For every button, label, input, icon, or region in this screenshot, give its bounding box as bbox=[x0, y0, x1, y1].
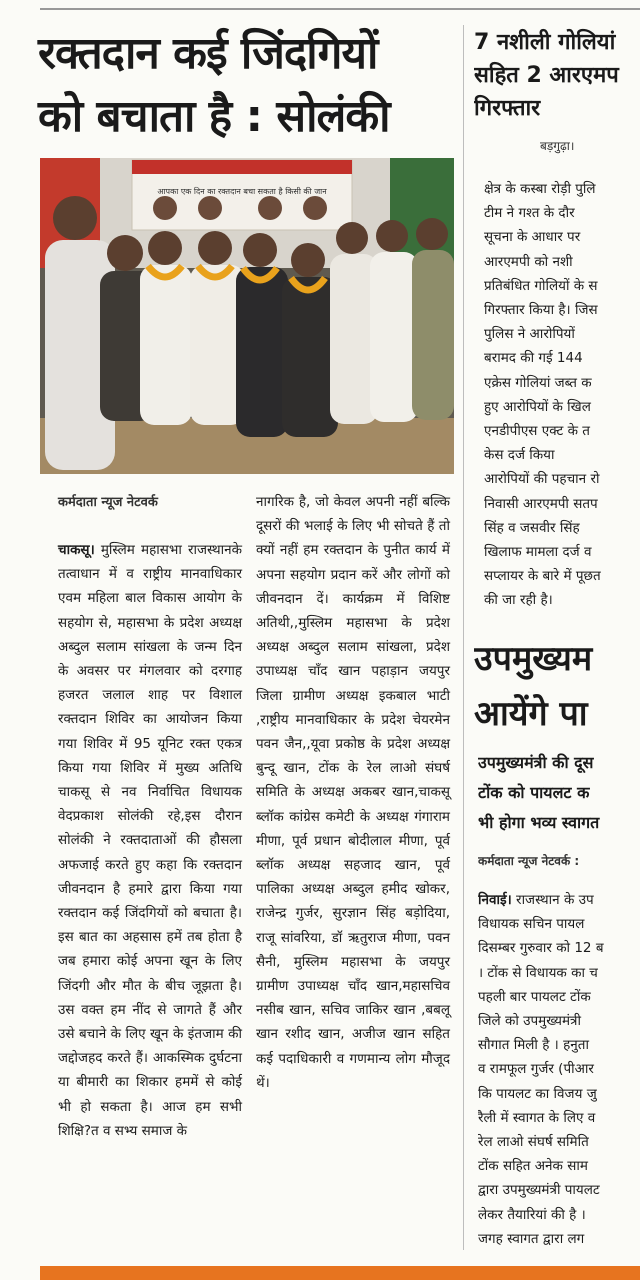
side-subheadline-2-line-1: उपमुख्यमंत्री की दूस bbox=[478, 753, 594, 772]
side-body-2-line: द्वारा उपमुख्यमंत्री पायलट bbox=[478, 1182, 600, 1199]
side-body-2 bbox=[478, 888, 640, 1251]
column-divider bbox=[463, 25, 464, 1250]
lead-headline-line-2: को बचाता है : सोलंकी bbox=[38, 91, 390, 142]
side-body-1-line: निवासी आरएमपी सतप bbox=[484, 495, 598, 512]
lead-body-column-2: नागरिक है, जो केवल अपनी नहीं बल्कि दूसरों की भलाई के लिए भी सोचते हैं तो क्यों नहीं हम रक्तदान के पुनीत कार्य में अपना सहयोग प्रदान करें और लोगों को जीवनदान दें। कार्यक्रम में विशिष्ट अतिथी,,मुस्लिम महासभा के प्रदेश अध्यक्ष अब्दुल सलाम सांखला, प्रदेश उपाध्यक्ष चाँद खान पहाड़ान जयपुर जिला ग्रामीण अध्यक्ष इकबाल भाटी ,राष्ट्रीय मानवाधिकार के प्रदेश चेयरमेन पवन जैन,,यूवा प्रकोष्ठ के प्रदेश अध्यक्ष बुन्दू खान, टोंक के रेल लाओ संघर्ष समिति के अध्यक्ष अकबर खान,चाकसू ब्लॉक कांग्रेस कमेटी के अध्यक्ष गंगाराम मीणा, पूर्व प्रधान बोदीलाल मीणा, पूर्व ब्लॉक अध्यक्ष सहजाद खान, पूर्व पालिका अध्यक्ष अब्दुल हमीद खोकर, राजेन्द्र गुर्जर, सुरज्ञान सिंह बड़ोदिया, राजू सांवरिया, डॉ ऋतुराज मीणा, पवन सैनी, मुस्लिम महासभा के जयपुर ग्रामीण उपाध्यक्ष चाँद खान,महासचिव नसीब खान, सचिव जाकिर खान ,बबलू खान रशीद खान, अजीज खान सहित कई पदाधिकारी व गणमान्य लोग मौजूद थें। bbox=[256, 494, 450, 1091]
top-rule bbox=[40, 0, 640, 10]
side-body-2-line: दिसम्बर गुरुवार को 12 ब bbox=[478, 940, 604, 957]
side-body-1-line: एनडीपीएस एक्ट के त bbox=[484, 423, 590, 440]
side-body-2-line: जगह स्वागत द्वारा लग bbox=[478, 1230, 585, 1247]
group-photo-illustration bbox=[40, 158, 454, 474]
side-body-1-line: बरामद की गई 144 bbox=[484, 350, 583, 367]
footer-accent-bar bbox=[40, 1266, 640, 1280]
side-body-1-line: गिरफ्तार किया है। जिस bbox=[484, 302, 598, 319]
side-body-1-line: खिलाफ मामला दर्ज व bbox=[484, 544, 592, 561]
side-body-1-line: पुलिस ने आरोपियों bbox=[484, 326, 575, 343]
side-body-1-line: प्रतिबंधित गोलियों के स bbox=[484, 277, 598, 294]
side-body-2-line: रेल लाओ संघर्ष समिति bbox=[478, 1134, 589, 1151]
lead-headline bbox=[38, 22, 458, 148]
side-headline-2-line-2: आयेंगे पा bbox=[474, 694, 588, 734]
lead-headline-line-1: रक्तदान कई जिंदगियों bbox=[38, 28, 378, 79]
side-body-2-line: जिले को उपमुख्यमंत्री bbox=[478, 1013, 582, 1030]
side-body-1-line: सप्लायर के बारे में पूछत bbox=[484, 568, 601, 585]
side-headline-1-line-2: सहित 2 आरएमप bbox=[474, 63, 619, 88]
side-body-1 bbox=[484, 177, 640, 613]
side-headline-1-line-1: 7 नशीली गोलियां bbox=[474, 30, 616, 55]
side-headline-1-line-3: गिरफ्तार bbox=[474, 96, 541, 121]
lead-body-column-1 bbox=[58, 538, 242, 1143]
side-body-2-line: । टोंक से विधायक का च bbox=[478, 964, 598, 981]
side-dateline-1: बड़गुढ़ा। bbox=[540, 139, 575, 153]
side-body-1-line: आरोपियों की पहचान रो bbox=[484, 471, 600, 488]
side-body-1-line: सूचना के आधार पर bbox=[484, 229, 581, 246]
side-body-2-line: रैली में स्वागत के लिए व bbox=[478, 1109, 596, 1126]
banner-text: आपका एक दिन का रक्तदान बचा सकता है किसी की जान bbox=[157, 187, 327, 196]
side-body-1-line: की जा रही है। bbox=[484, 592, 553, 609]
side-headline-2-line-1: उपमुख्यम bbox=[474, 639, 593, 679]
side-subheadline-2 bbox=[478, 748, 640, 838]
side-body-2-line: विधायक सचिन पायल bbox=[478, 916, 585, 933]
side-body-2-line: सौगात मिली है । हनुता bbox=[478, 1037, 589, 1054]
dateline: निवाई। bbox=[478, 892, 512, 908]
side-body-2-line: कि पायलट का विजय जु bbox=[478, 1085, 597, 1102]
side-body-1-line: हुए आरोपियों के खिल bbox=[484, 398, 591, 415]
side-body-1-line: टीम ने गश्त के दौर bbox=[484, 205, 575, 222]
side-body-2-line: पहली बार पायलट टोंक bbox=[478, 988, 591, 1005]
news-photo bbox=[40, 158, 454, 474]
side-body-1-line: आरएमपी को नशी bbox=[484, 253, 573, 270]
side-body-2-line: निवाई। राजस्थान के उप bbox=[478, 892, 594, 908]
side-headline-2 bbox=[474, 632, 640, 742]
dateline: चाकसू। bbox=[58, 542, 95, 558]
side-subheadline-2-line-2: टोंक को पायलट क bbox=[478, 783, 590, 802]
side-body-2-line: टोंक सहित अनेक साम bbox=[478, 1158, 588, 1175]
side-body-2-line: लेकर तैयारियां की है । bbox=[478, 1206, 586, 1223]
side-subheadline-2-line-3: भी होगा भव्य स्वागत bbox=[478, 813, 600, 832]
lead-body-text-1: मुस्लिम महासभा राजस्थानके तत्वाधान में व राष्ट्रीय मानवाधिकार एवम महिला बाल विकास आयोग के सहयोग से, महासभा के प्रदेश अध्यक्ष अब्दुल सलाम सांखला के जन्म दिन के अवसर पर मंगलवार को दरगाह हजरत जलाल शाह पर विशाल रक्तदान शिविर का आयोजन किया गया शिविर में 95 यूनिट रक्त एकत्र किया गया शिविर में मुख्य अतिथि चाकसू से नव निर्वाचित विधायक वेदप्रकाश सोलंकी रहे,इस दौरान सोलंकी ने रक्तदाताओं की हौसला अफजाई करते हुए कहा कि रक्तदान जीवनदान है हमारे द्वारा किया गया रक्तदान कई जिंदगियों को बचाता है। इस बात का अहसास हमें तब होता है जब हमारा कोई अपना खून के लिए जिंदगी और मौत के बीच जूझता है। उस वक्त हम नींद से जागते हैं और उसे बचाने के लिए खून के इंतजाम की जद्दोजहद करते हैं। आकस्मिक दुर्घटना या बीमारी का शिकार हममें से कोई भी हो सकता है। आज हम सभी शिक्षि?त व सभ्य समाज के bbox=[58, 542, 242, 1139]
side-headline-1 bbox=[474, 26, 640, 125]
side-byline-2: कर्मदाता न्यूज नेटवर्क : bbox=[478, 854, 580, 868]
side-body-1-line: क्षेत्र के कस्बा रोड़ी पुलि bbox=[484, 181, 596, 197]
lead-byline: कर्मदाता न्यूज नेटवर्क bbox=[58, 495, 158, 510]
side-body-1-line: सिंह व जसवीर सिंह bbox=[484, 519, 580, 536]
side-body-1-line: केस दर्ज किया bbox=[484, 447, 555, 464]
side-body-1-line: एक्रेस गोलियां जब्त क bbox=[484, 374, 592, 391]
side-body-2-line: व रामफूल गुर्जर (पीआर bbox=[478, 1061, 594, 1078]
